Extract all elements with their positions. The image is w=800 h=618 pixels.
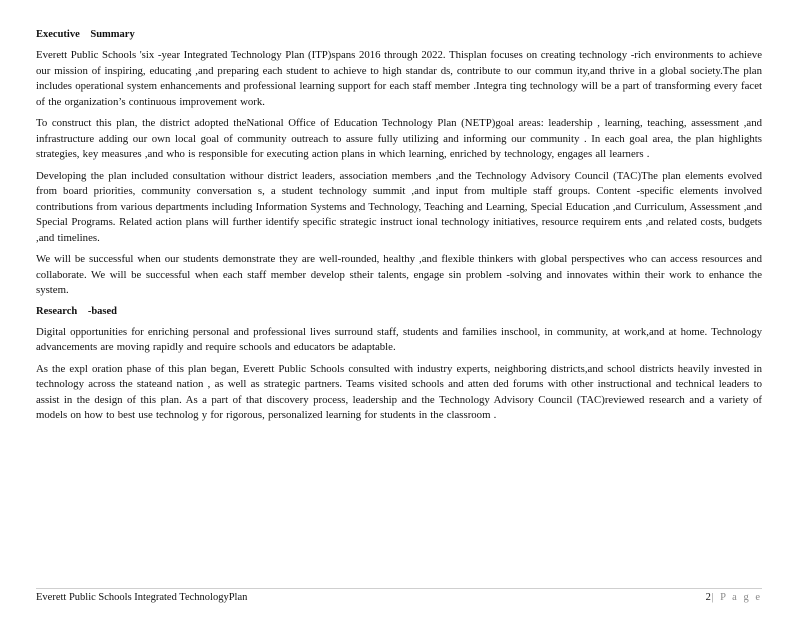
footer-page-indicator [706, 592, 762, 603]
footer-document-title: Everett Public Schools Integrated TechnologyPlan [36, 592, 248, 603]
footer-page-label: | P a g e [711, 592, 762, 603]
paragraph-itp-overview: Everett Public Schools 'six -year Integrated Technology Plan (ITP)spans 2016 through 2022. Thisplan focuses on creating technology -rich environments to achieve our mission of inspiring, educating ,and preparing each student to achieve to high standar ds, contribute to our commun ity,and thrive in a global society.The plan includes operational system enhancements and professional learning support for each staff member .Integra ting technology will be a part of transforming every facet of the organization’s continuous improvement work. [36, 49, 762, 108]
page-footer [36, 588, 762, 603]
section-heading-executive-summary: Executive Summary [36, 29, 135, 40]
paragraph-exploration-phase: As the expl oration phase of this plan began, Everett Public Schools consulted with industry experts, neighboring districts,and school districts heavily invested in technology across the stateand nation , as well as strategic partners. Teams visited schools and atten ded forums with other instructional and technical leaders to assist in the design of this plan. As a part of that discovery process, leadership and the Technology Advisory Council (TAC)reviewed research and a variety of models on how to best use technolog y for rigorous, personalized learning for students in the classroom . [36, 362, 762, 421]
paragraph-plan-development: Developing the plan included consultation withour district leaders, association members ,and the Technology Advisory Council (TAC)The plan elements evolved from board priorities, community conversation s, a student technology summit ,and input from multiple staff groups. Content -specific elements involved contributions from various departments including Information Systems and Technology, Teaching and Learning, Special Education ,and Curriculum, Assessment ,and Special Programs. Related action plans will further identify specific strategic instruct ional technology initiatives, resource requirem ents ,and related costs, budgets ,and timelines. [36, 169, 762, 244]
document-page [36, 28, 762, 430]
paragraph-netp-goals: To construct this plan, the district adopted theNational Office of Education Technology Plan (NETP)goal areas: leadership , learning, teaching, assessment ,and infrastructure adding our own local goal of community outreach to assure fully utilizing and informing our community . In each goal area, the plan highlights strategies, key measures ,and who is responsible for executing action plans in which learning, enriched by technology, engages all learners . [36, 117, 762, 160]
section-heading-research-based: Research -based [36, 305, 118, 317]
footer-page-number: 2 [705, 592, 712, 603]
paragraph-digital-opportunities: Digital opportunities for enriching personal and professional lives surround staff, students and families inschool, in community, at work,and at home. Technology advancements are moving rapidly and require schools and educators be adaptable. [36, 325, 762, 353]
paragraph-success-criteria: We will be successful when our students demonstrate they are well-rounded, healthy ,and flexible thinkers with global perspectives who can access resources and collaborate. We will be successful when each staff member develop stheir talents, engage sin problem -solving and innovates within their work to enhance the system. [36, 253, 762, 296]
